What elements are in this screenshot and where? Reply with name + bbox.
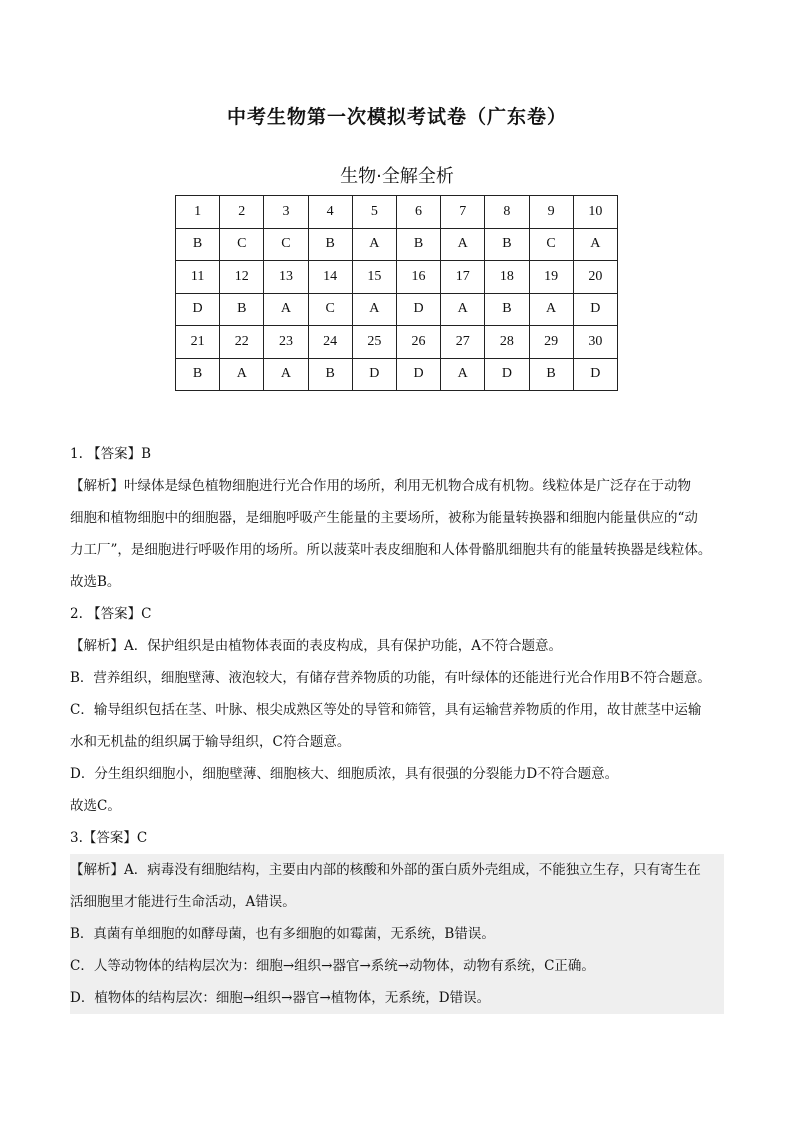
question-number-cell: 29 (529, 326, 573, 359)
answer-cell: C (220, 228, 264, 261)
question-number-cell: 8 (485, 196, 529, 229)
question-number-cell: 9 (529, 196, 573, 229)
answer-cell: D (485, 358, 529, 391)
question-number-cell: 25 (352, 326, 396, 359)
question-number-cell: 7 (441, 196, 485, 229)
question-number-cell: 11 (176, 261, 220, 294)
answer-cell: B (220, 293, 264, 326)
answer-line-1: 1. 【答案】B (70, 446, 152, 462)
question-number-cell: 10 (573, 196, 617, 229)
answer-cell: B (308, 228, 352, 261)
question-number-cell: 22 (220, 326, 264, 359)
question-number-cell: 18 (485, 261, 529, 294)
question-number-cell: 27 (441, 326, 485, 359)
explanation-line: D．分生组织细胞小，细胞壁薄、细胞核大、细胞质浓，具有很强的分裂能力D不符合题意。 (70, 766, 619, 782)
answer-cell: A (352, 228, 396, 261)
explanation-line: C．输导组织包括在茎、叶脉、根尖成熟区等处的导管和筛管，具有运输营养物质的作用，故甘蔗茎中运输 (70, 702, 702, 718)
explanation-body (70, 438, 724, 1014)
answer-line-2: 2. 【答案】C (70, 606, 152, 622)
explanation-line: 细胞和植物细胞中的细胞器，是细胞呼吸产生能量的主要场所，被称为能量转换器和细胞内能量供应的“动 (70, 510, 698, 526)
answer-cell: A (220, 358, 264, 391)
question-number-cell: 1 (176, 196, 220, 229)
conclusion-line: 故选C。 (70, 798, 121, 814)
answer-cell: B (176, 358, 220, 391)
answer-cell: D (573, 293, 617, 326)
question-number-cell: 26 (396, 326, 440, 359)
explanation-line: 【解析】A．保护组织是由植物体表面的表皮构成，具有保护功能，A不符合题意。 (70, 638, 562, 654)
question-number-cell: 5 (352, 196, 396, 229)
answer-cell: B (485, 228, 529, 261)
answer-cell: C (308, 293, 352, 326)
answer-cell: A (529, 293, 573, 326)
question-number-cell: 19 (529, 261, 573, 294)
answer-cell: D (396, 293, 440, 326)
question-number-cell: 2 (220, 196, 264, 229)
question-number-cell: 17 (441, 261, 485, 294)
question-number-cell: 13 (264, 261, 308, 294)
question-number-cell: 30 (573, 326, 617, 359)
answer-cell: B (529, 358, 573, 391)
question-number-row (176, 261, 618, 294)
explanation-line: 力工厂”，是细胞进行呼吸作用的场所。所以菠菜叶表皮细胞和人体骨骼肌细胞共有的能量转换器是线粒体。 (70, 542, 712, 558)
question-number-cell: 21 (176, 326, 220, 359)
question-number-row (176, 326, 618, 359)
answer-cell: A (573, 228, 617, 261)
explanation-line: B．真菌有单细胞的如酵母菌，也有多细胞的如霉菌，无系统，B错误。 (70, 918, 724, 950)
question-number-cell: 15 (352, 261, 396, 294)
answer-cell: A (441, 358, 485, 391)
question-number-cell: 23 (264, 326, 308, 359)
question-number-cell: 24 (308, 326, 352, 359)
explanation-line: 水和无机盐的组织属于输导组织，C符合题意。 (70, 734, 351, 750)
answer-cell: C (529, 228, 573, 261)
question-number-cell: 4 (308, 196, 352, 229)
document-subtitle: 生物·全解全析 (340, 166, 454, 187)
answer-cell: B (176, 228, 220, 261)
answer-cell: C (264, 228, 308, 261)
answer-cell: B (396, 228, 440, 261)
explanation-line: D．植物体的结构层次：细胞→组织→器官→植物体，无系统，D错误。 (70, 982, 724, 1014)
question-number-cell: 6 (396, 196, 440, 229)
answer-cell: B (308, 358, 352, 391)
question-number-row (176, 196, 618, 229)
document-title: 中考生物第一次模拟考试卷（广东卷） (226, 106, 567, 128)
question-number-cell: 28 (485, 326, 529, 359)
explanation-line: 【解析】A．病毒没有细胞结构，主要由内部的核酸和外部的蛋白质外壳组成，不能独立生存，只有寄生在 (70, 854, 724, 886)
explanation-line: 活细胞里才能进行生命活动，A错误。 (70, 886, 724, 918)
answer-row (176, 228, 618, 261)
answer-cell: A (352, 293, 396, 326)
explanation-line: 【解析】叶绿体是绿色植物细胞进行光合作用的场所，利用无机物合成有机物。线粒体是广泛存在于动物 (70, 478, 691, 494)
answer-cell: A (441, 228, 485, 261)
question-number-cell: 16 (396, 261, 440, 294)
answer-line-3: 3.【答案】C (70, 830, 148, 846)
answer-cell: D (352, 358, 396, 391)
answer-row (176, 358, 618, 391)
answer-cell: A (264, 358, 308, 391)
answer-cell: D (396, 358, 440, 391)
answer-cell: B (485, 293, 529, 326)
answer-table (175, 195, 618, 391)
answer-cell: A (441, 293, 485, 326)
question-number-cell: 20 (573, 261, 617, 294)
answer-cell: D (573, 358, 617, 391)
answer-cell: A (264, 293, 308, 326)
question-number-cell: 3 (264, 196, 308, 229)
answer-row (176, 293, 618, 326)
answer-cell: D (176, 293, 220, 326)
explanation-line: C．人等动物体的结构层次为：细胞→组织→器官→系统→动物体，动物有系统，C正确。 (70, 950, 724, 982)
question-number-cell: 14 (308, 261, 352, 294)
explanation-line: B．营养组织，细胞壁薄、液泡较大，有储存营养物质的功能，有叶绿体的还能进行光合作用B不符合题意。 (70, 670, 711, 686)
question-number-cell: 12 (220, 261, 264, 294)
conclusion-line: 故选B。 (70, 574, 121, 590)
